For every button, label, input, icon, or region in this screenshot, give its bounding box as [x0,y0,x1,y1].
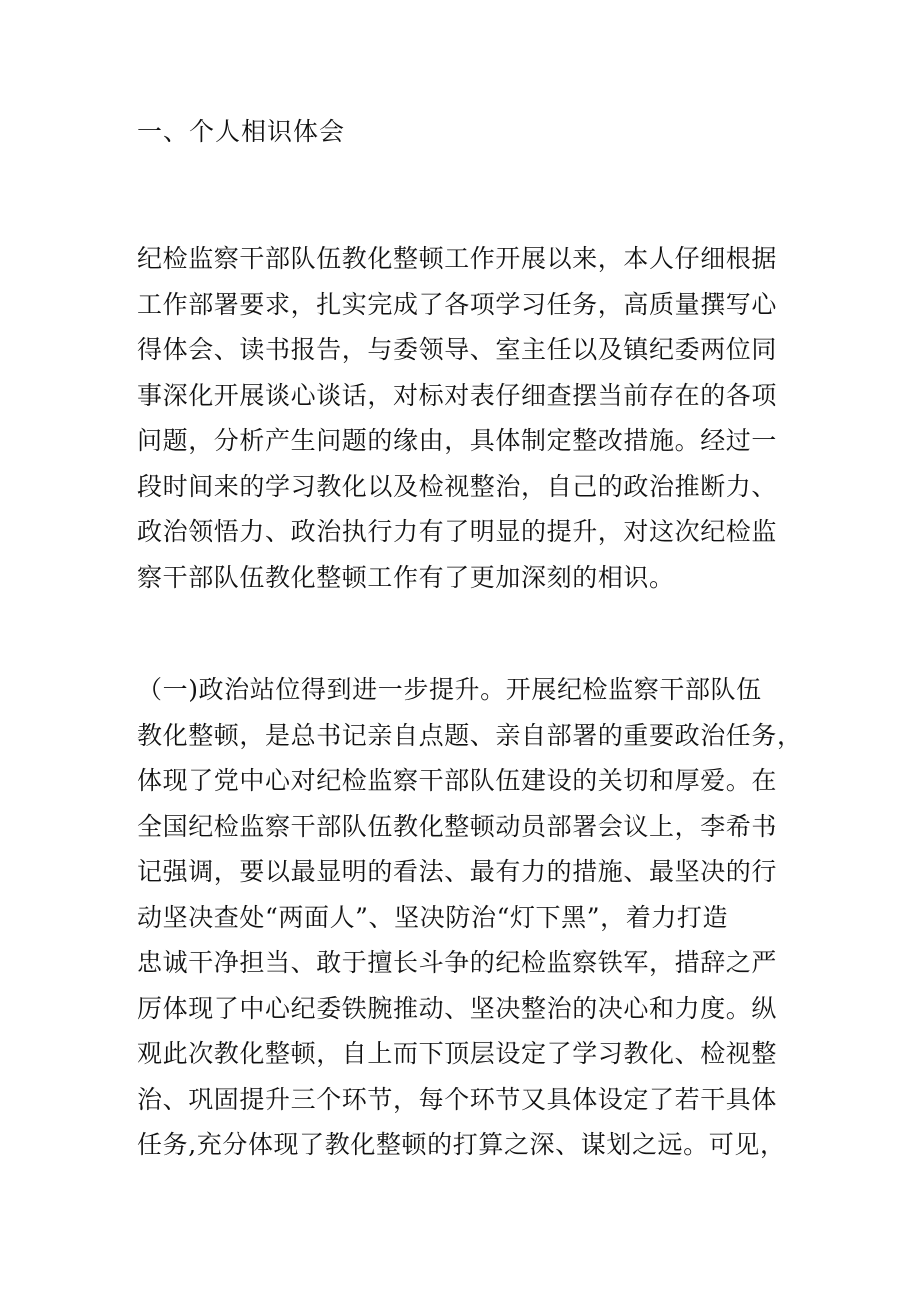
text-line: （一)政治站位得到进一步提升。开展纪检监察干部队伍 [137,675,762,704]
text-line: 察干部队伍教化整顿工作有了更加深刻的相识。 [137,562,675,592]
text-line: 段时间来的学习教化以及检视整治，自己的政治推断力、 [137,471,778,501]
text-line: 记强调，要以最显明的看法、最有力的措施、最坚决的行 [137,857,778,886]
text-line: 体现了党中心对纪检监察干部队伍建设的关切和厚爱。在 [137,766,778,795]
text-line: 动坚决查处“两面人”、坚决防治“灯下黑”，着力打造 [137,902,729,932]
text-line: 忠诚干净担当、敢于擅长斗争的纪检监察铁军，措辞之严 [137,948,778,977]
text-line: 任务,充分体现了教化整顿的打算之深、谋划之远。可见， [137,1130,786,1159]
text-line: 治、巩固提升三个环节，每个环节又具体设定了若干具体 [137,1084,778,1114]
paragraph-intro [137,236,817,600]
text-line: 问题，分析产生问题的缘由，具体制定整改措施。经过一 [137,426,778,455]
text-line: 厉体现了中心纪委铁腕推动、坚决整治的决心和力度。纵 [137,993,778,1023]
text-line: 观此次教化整顿，自上而下顶层设定了学习教化、检视整 [137,1039,778,1068]
text-line: 政治领悟力、政治执行力有了明显的提升，对这次纪检监 [137,517,778,546]
text-line: 得体会、读书报告，与委领导、室主任以及镇纪委两位同 [137,335,778,364]
text-line: 事深化开展谈心谈话，对标对表仔细查摆当前存在的各项 [137,380,778,410]
text-line: 教化整顿，是总书记亲自点题、亲自部署的重要政治任务， [137,720,803,750]
text-line: 全国纪检监察干部队伍教化整顿动员部署会议上，李希书 [137,811,778,841]
text-line: 工作部署要求，扎实完成了各项学习任务，高质量撰写心 [137,289,778,319]
text-line: 纪检监察干部队伍教化整顿工作开展以来，本人仔细根据 [137,244,778,273]
section-heading: 一、个人相识体会 [137,117,346,146]
paragraph-political-stance [137,667,817,1168]
